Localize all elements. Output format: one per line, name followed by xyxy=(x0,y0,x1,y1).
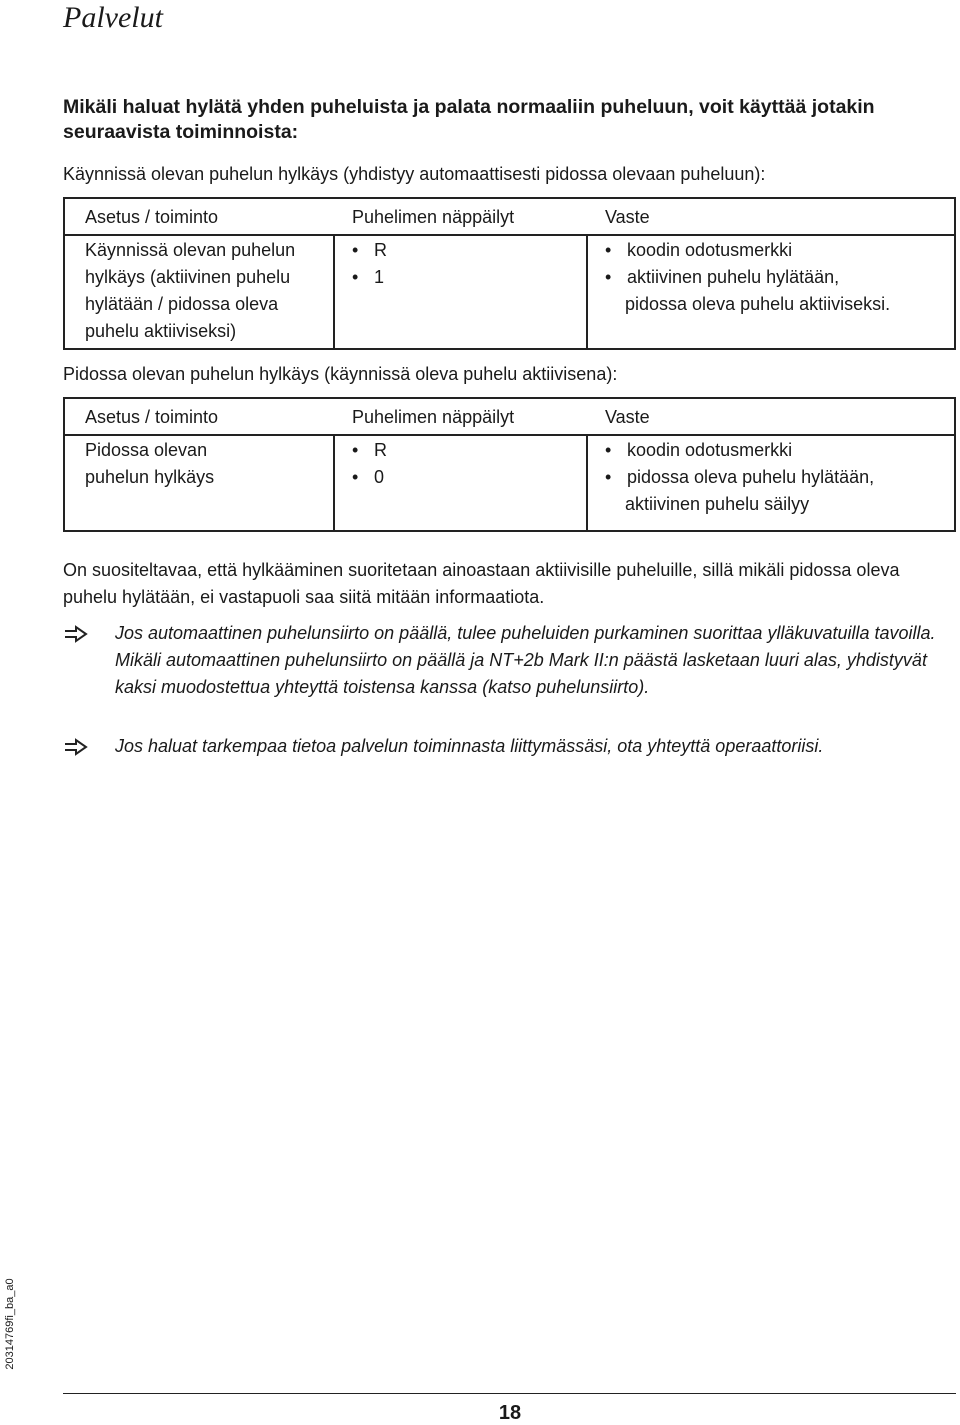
action-line: puhelun hylkäys xyxy=(85,467,215,487)
column-divider xyxy=(333,234,335,348)
table-reject-active-call xyxy=(63,197,956,350)
header-response: Vaste xyxy=(605,207,650,227)
header-setting: Asetus / toiminto xyxy=(85,407,219,427)
response-item xyxy=(605,237,945,264)
bullet-icon xyxy=(605,264,627,291)
bullet-icon xyxy=(352,437,374,464)
bullet-icon xyxy=(352,237,374,264)
key-item xyxy=(352,264,572,291)
action-line: hylkäys (aktiivinen puhelu xyxy=(85,267,291,287)
section-caption-active-call: Käynnissä olevan puhelun hylkäys (yhdistyy automaattisesti pidossa olevaan puheluun): xyxy=(63,164,766,184)
action-cell xyxy=(85,437,325,491)
action-line: puhelu aktiiviseksi) xyxy=(85,321,237,341)
response-item xyxy=(605,464,945,491)
response-continuation: pidossa oleva puhelu aktiiviseksi. xyxy=(625,294,891,314)
header-response: Vaste xyxy=(605,407,650,427)
bullet-icon xyxy=(605,464,627,491)
table-header-row xyxy=(65,199,954,236)
arrow-right-icon xyxy=(63,737,89,757)
response-item xyxy=(605,264,945,291)
page-title: Palvelut xyxy=(63,1,163,34)
keys-cell xyxy=(352,437,572,491)
recommendation-note: On suositeltavaa, että hylkääminen suoritetaan ainoastaan aktiivisille puheluille, sillä mikäli pidossa oleva puhelu hylätään, ei vastapuoli saa siitä mitään informaatiota. xyxy=(63,560,900,607)
response-cell xyxy=(605,437,945,518)
bullet-icon xyxy=(605,437,627,464)
tip-item xyxy=(63,620,953,701)
column-divider xyxy=(586,234,588,348)
page-number: 18 xyxy=(498,1402,522,1424)
action-line: Käynnissä olevan puhelun xyxy=(85,240,296,260)
key-value: R xyxy=(374,440,387,460)
action-line: hylätään / pidossa oleva xyxy=(85,294,279,314)
tip-text: Jos automaattinen puhelunsiirto on päällä, tulee puheluiden purkaminen suorittaa ylläkuvatuilla tavoilla. Mikäli automaattinen puhelunsiirto on päällä ja NT+2b Mark II:n päästä lasketaan luuri alas, yhdistyvät kaksi muodostettua yhteyttä toistensa kanssa (katso puhelunsiirto). xyxy=(115,623,936,697)
bullet-icon xyxy=(352,464,374,491)
key-value: 0 xyxy=(374,467,385,487)
key-value: 1 xyxy=(374,267,385,287)
key-item xyxy=(352,237,572,264)
response-item xyxy=(605,437,945,464)
bullet-icon xyxy=(352,264,374,291)
intro-heading: Mikäli haluat hylätä yhden puheluista ja palata normaaliin puheluun, voit käyttää jotakin seuraavista toiminnoista: xyxy=(63,96,875,143)
key-item xyxy=(352,464,572,491)
header-keys: Puhelimen näppäilyt xyxy=(352,407,515,427)
response-text: koodin odotusmerkki xyxy=(627,440,793,460)
response-cell xyxy=(605,237,945,318)
action-line: Pidossa olevan xyxy=(85,440,208,460)
column-divider xyxy=(586,434,588,530)
arrow-right-icon xyxy=(63,624,89,644)
response-text: pidossa oleva puhelu hylätään, xyxy=(627,467,875,487)
section-caption-held-call: Pidossa olevan puhelun hylkäys (käynnissä oleva puhelu aktiivisena): xyxy=(63,364,618,384)
action-cell xyxy=(85,237,325,345)
header-keys: Puhelimen näppäilyt xyxy=(352,207,515,227)
key-item xyxy=(352,437,572,464)
document-code: 20314769fi_ba_a0 xyxy=(4,1278,16,1370)
footer-divider xyxy=(63,1393,956,1394)
keys-cell xyxy=(352,237,572,291)
column-divider xyxy=(333,434,335,530)
tip-item xyxy=(63,733,953,760)
response-text: koodin odotusmerkki xyxy=(627,240,793,260)
header-setting: Asetus / toiminto xyxy=(85,207,219,227)
key-value: R xyxy=(374,240,387,260)
response-continuation: aktiivinen puhelu säilyy xyxy=(625,494,810,514)
response-text: aktiivinen puhelu hylätään, xyxy=(627,267,840,287)
tip-text: Jos haluat tarkempaa tietoa palvelun toiminnasta liittymässäsi, ota yhteyttä operaattoriisi. xyxy=(115,736,824,756)
bullet-icon xyxy=(605,237,627,264)
table-header-row xyxy=(65,399,954,436)
table-reject-held-call xyxy=(63,397,956,532)
